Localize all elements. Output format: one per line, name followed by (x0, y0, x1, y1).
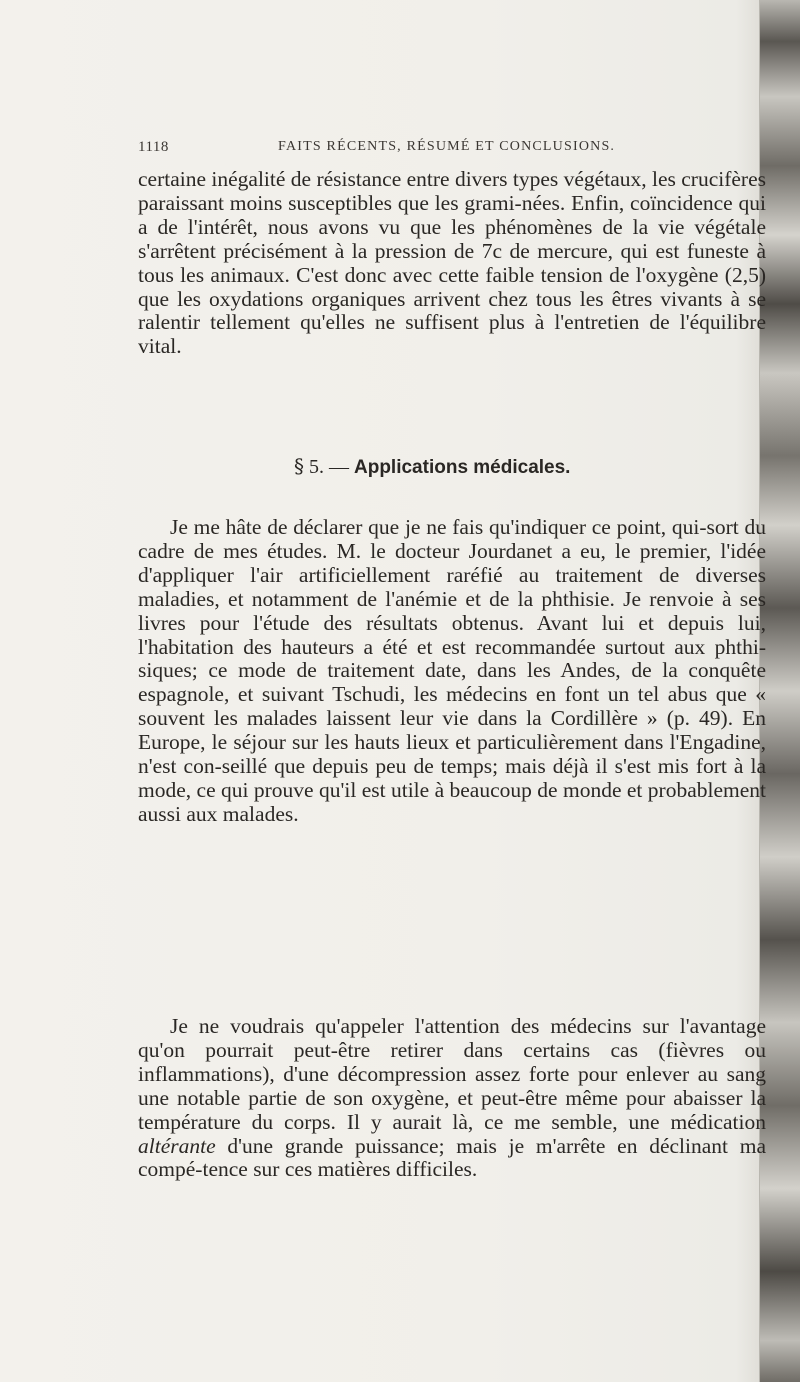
running-header (138, 137, 766, 159)
paragraph-2 (138, 516, 766, 827)
paragraph-2-text: Je me hâte de déclarer que je ne fais qu'indiquer ce point, qui-sort du cadre de mes études. M. le docteur Jourdanet a eu, le premier, l'idée d'appliquer l'air artificiellement raréfié au traitement de diverses maladies, et notamment de l'anémie et de la phthisie. Je renvoie à ses livres pour l'étude des résultats obtenus. Avant lui et depuis lui, l'habitation des hauteurs a été et est recommandée surtout aux phthi-siques; ce mode de traitement date, dans les Andes, de la conquête espagnole, et suivant Tschudi, les médecins en font un tel abus que « souvent les malades laissent leur vie dans la Cordillère » (p. 49). En Europe, le séjour sur les hauts lieux et particulièrement dans l'Engadine, n'est con-seillé que depuis peu de temps; mais déjà il s'est mis fort à la mode, ce qui prouve qu'il est utile à beaucoup de monde et probablement aussi aux malades. (138, 515, 766, 826)
running-title: FAITS RÉCENTS, RÉSUMÉ ET CONCLUSIONS. (278, 139, 616, 154)
page-number: 1118 (138, 139, 169, 155)
paragraph-1 (138, 168, 766, 359)
paragraph-3-italic-term: altérante (138, 1133, 216, 1158)
section-dash: — (329, 456, 349, 478)
paragraph-3-text (138, 1015, 766, 1182)
paragraph-1-text: certaine inégalité de résistance entre divers types végétaux, les crucifères paraissant moins susceptibles que les grami-nées. Enfin, coïncidence qui a de l'intérêt, nous avons vu que les phénomènes de la vie végétale s'arrêtent précisément à la pression de 7c de mercure, qui est funeste à tous les animaux. C'est donc avec cette faible tension de l'oxygène (2,5) que les oxydations organiques arrivent chez tous les êtres vivants à se ralentir tellement qu'elles ne suffisent plus à l'entretien de l'équilibre vital. (138, 167, 766, 359)
section-symbol: § (294, 454, 304, 478)
paragraph-3-before: Je ne voudrais qu'appeler l'attention des médecins sur l'avantage qu'on pourrait peut-être retirer dans certains cas (fièvres ou inflammations), d'une décompression assez forte pour enlever au sang une notable partie de son oxygène, et peut-être même pour abaisser la température du corps. Il y aurait là, ce me semble, une médication (138, 1014, 766, 1134)
paragraph-3 (138, 1015, 766, 1182)
section-title: Applications médicales. (354, 457, 571, 478)
section-number: 5. (309, 456, 324, 478)
section-heading (294, 454, 570, 479)
book-spine-edge (760, 0, 800, 1382)
paragraph-3-after: d'une grande puissance; mais je m'arrête en déclinant ma compé-tence sur ces matières difficiles. (138, 1133, 766, 1182)
